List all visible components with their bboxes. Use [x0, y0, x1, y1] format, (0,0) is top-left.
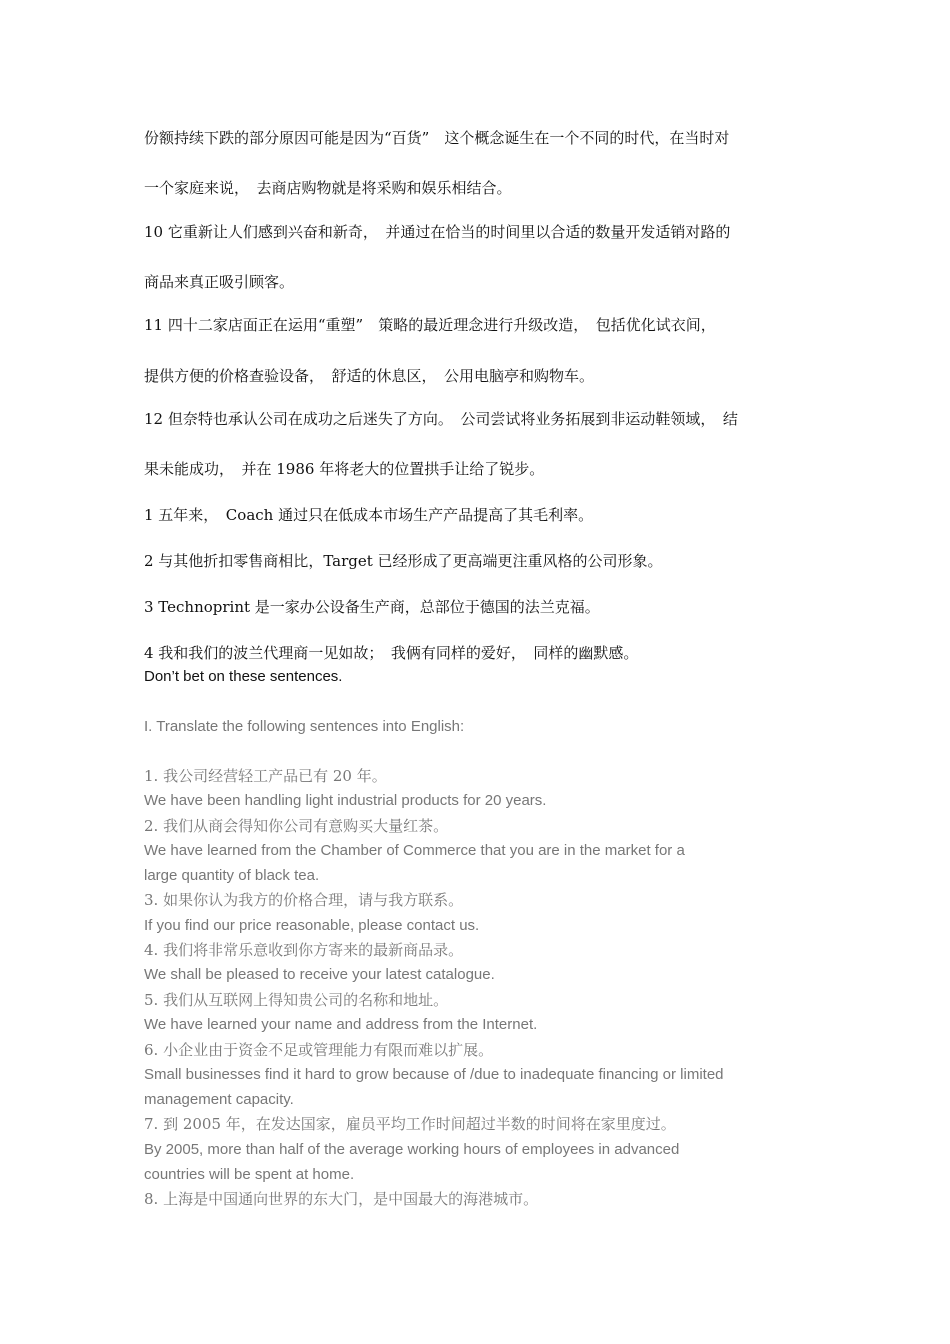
paragraph-line: 一个家庭来说， 去商店购物就是将采购和娱乐相结合。 — [144, 179, 512, 197]
sentence-line: 4 我和我们的波兰代理商一见如故； 我俩有同样的爱好， 同样的幽默感。 — [144, 644, 639, 662]
note-line: Don’t bet on these sentences. — [144, 668, 343, 685]
paragraph-line: 12 但奈特也承认公司在成功之后迷失了方向。 公司尝试将业务拓展到非运动鞋领域， 结 — [144, 410, 738, 428]
exercise-line: Small businesses find it hard to grow because of /due to inadequate financing or limited — [144, 1066, 724, 1083]
exercise-line: large quantity of black tea. — [144, 867, 320, 884]
exercise-line: 8. 上海是中国通向世界的东大门，是中国最大的海港城市。 — [144, 1190, 539, 1208]
exercise-line: 4. 我们将非常乐意收到你方寄来的最新商品录。 — [144, 941, 464, 959]
exercise-line: 1. 我公司经营轻工产品已有 20 年。 — [144, 767, 387, 785]
sentence-line: 1 五年来， Coach 通过只在低成本市场生产产品提高了其毛利率。 — [144, 506, 594, 524]
exercise-line: We have learned from the Chamber of Commerce that you are in the market for a — [144, 842, 685, 859]
paragraph-line: 商品来真正吸引顾客。 — [144, 273, 295, 291]
exercise-line: We have learned your name and address from the Internet. — [144, 1016, 538, 1033]
exercise-line: 6. 小企业由于资金不足或管理能力有限而难以扩展。 — [144, 1041, 494, 1059]
exercise-line: If you find our price reasonable, please contact us. — [144, 917, 480, 934]
paragraph-line: 提供方便的价格查验设备， 舒适的休息区， 公用电脑亭和购物车。 — [144, 367, 595, 385]
exercise-line: 2. 我们从商会得知你公司有意购买大量红茶。 — [144, 817, 449, 835]
exercise-line: By 2005, more than half of the average working hours of employees in advanced — [144, 1141, 680, 1158]
exercise-line: We shall be pleased to receive your latest catalogue. — [144, 966, 495, 983]
exercise-heading: I. Translate the following sentences into English: — [144, 718, 465, 735]
sentence-line: 3 Technoprint 是一家办公设备生产商，总部位于德国的法兰克福。 — [144, 598, 600, 616]
sentence-line: 2 与其他折扣零售商相比，Target 已经形成了更高端更注重风格的公司形象。 — [144, 552, 663, 570]
exercise-line: management capacity. — [144, 1091, 294, 1108]
exercise-line: 5. 我们从互联网上得知贵公司的名称和地址。 — [144, 991, 449, 1009]
exercise-line: We have been handling light industrial products for 20 years. — [144, 792, 547, 809]
paragraph-line: 份额持续下跌的部分原因可能是因为“百货” 这个概念诞生在一个不同的时代，在当时对 — [144, 129, 730, 147]
exercise-line: countries will be spent at home. — [144, 1166, 355, 1183]
exercise-line: 7. 到 2005 年，在发达国家，雇员平均工作时间超过半数的时间将在家里度过。 — [144, 1115, 676, 1133]
paragraph-line: 11 四十二家店面正在运用“重塑” 策略的最近理念进行升级改造， 包括优化试衣间， — [144, 316, 716, 334]
paragraph-line: 果未能成功， 并在 1986 年将老大的位置拱手让给了锐步。 — [144, 460, 545, 478]
paragraph-line: 10 它重新让人们感到兴奋和新奇， 并通过在恰当的时间里以合适的数量开发适销对路的 — [144, 223, 731, 241]
exercise-line: 3. 如果你认为我方的价格合理，请与我方联系。 — [144, 891, 464, 909]
